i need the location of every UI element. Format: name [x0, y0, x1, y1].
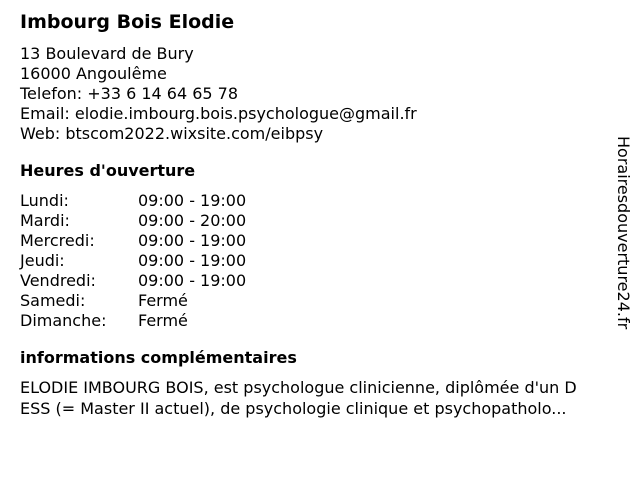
- info-description: [20, 377, 632, 419]
- website-link[interactable]: Web: btscom2022.wixsite.com/eibpsy: [20, 124, 324, 143]
- hours-row-wednesday: [20, 231, 246, 251]
- time-value: Fermé: [138, 291, 188, 310]
- hours-row-sunday: [20, 311, 246, 331]
- address-line-1: 13 Boulevard de Bury: [20, 44, 194, 63]
- hours-row-thursday: [20, 251, 246, 271]
- hours-row-tuesday: [20, 211, 246, 231]
- time-value: 09:00 - 19:00: [138, 251, 247, 270]
- day-label: Mercredi:: [20, 231, 95, 250]
- day-label: Lundi:: [20, 191, 69, 210]
- phone-number[interactable]: Telefon: +33 6 14 64 65 78: [20, 84, 239, 103]
- day-label: Vendredi:: [20, 271, 96, 290]
- day-label: Dimanche:: [20, 311, 107, 330]
- time-value: Fermé: [138, 311, 188, 330]
- time-value: 09:00 - 19:00: [138, 231, 247, 250]
- time-value: 09:00 - 19:00: [138, 191, 247, 210]
- hours-row-saturday: [20, 291, 246, 311]
- business-card: [20, 10, 620, 419]
- address-line-2: 16000 Angoulême: [20, 64, 167, 83]
- day-label: Jeudi:: [20, 251, 65, 270]
- day-label: Samedi:: [20, 291, 86, 310]
- site-watermark: Horairesdouverture24.fr: [614, 136, 633, 330]
- contact-block: [20, 44, 620, 144]
- business-name: Imbourg Bois Elodie: [20, 11, 235, 33]
- opening-hours-table: [20, 191, 246, 331]
- time-value: 09:00 - 19:00: [138, 271, 247, 290]
- hours-heading: Heures d'ouverture: [20, 161, 196, 180]
- info-heading: informations complémentaires: [20, 348, 297, 367]
- day-label: Mardi:: [20, 211, 70, 230]
- time-value: 09:00 - 20:00: [138, 211, 247, 230]
- hours-row-monday: [20, 191, 246, 211]
- hours-row-friday: [20, 271, 246, 291]
- info-line-2: ESS (= Master II actuel), de psychologie clinique et psychopatholo...: [20, 399, 567, 418]
- info-line-1: ELODIE IMBOURG BOIS, est psychologue clinicienne, diplômée d'un D: [20, 378, 577, 397]
- email-address[interactable]: Email: elodie.imbourg.bois.psychologue@gmail.fr: [20, 104, 417, 123]
